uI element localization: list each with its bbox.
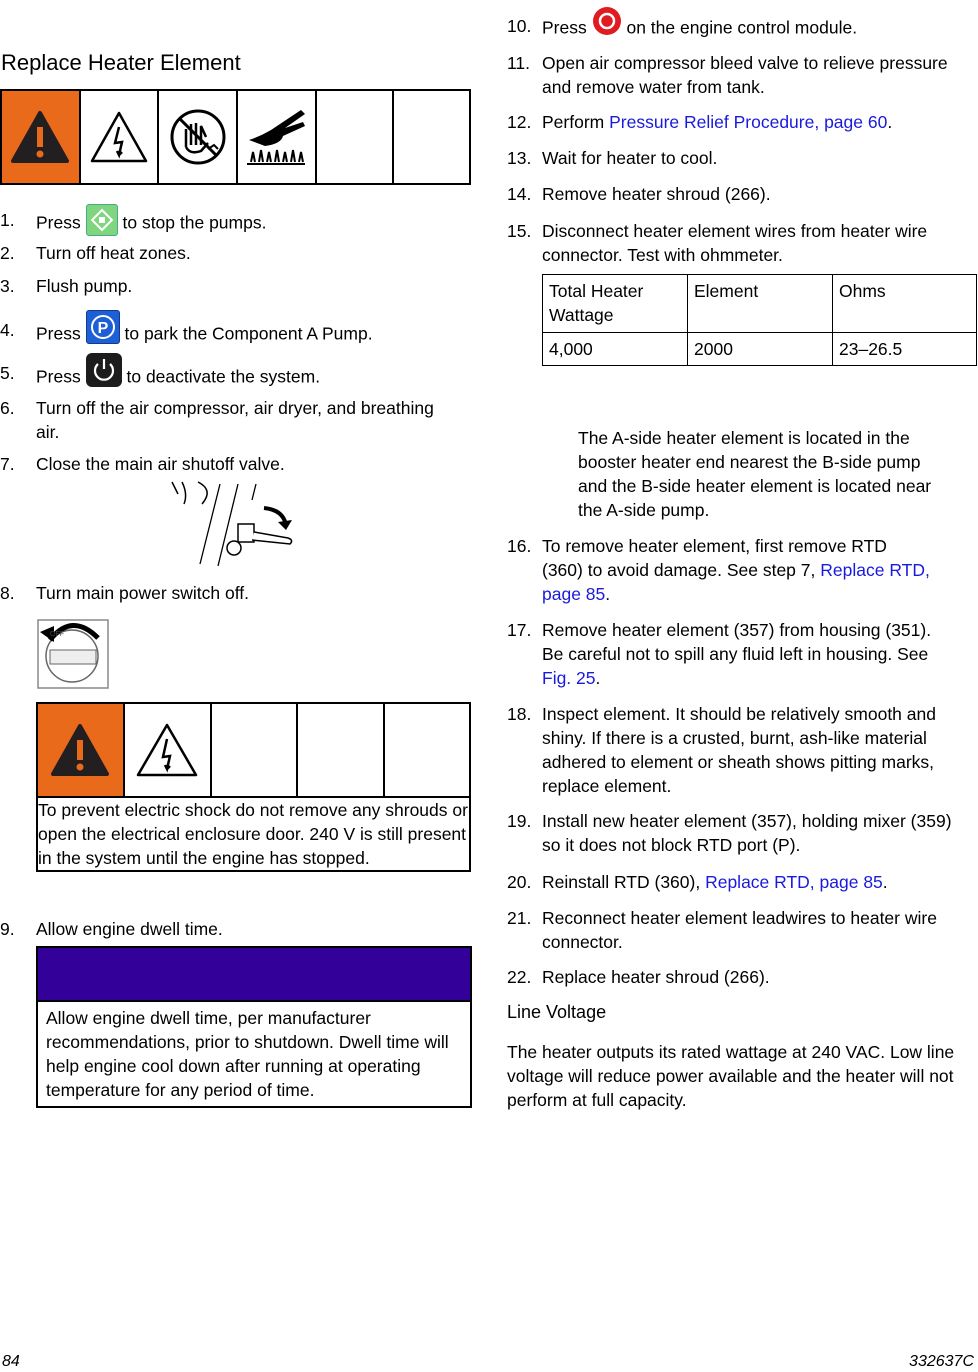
electric-shock-warning-box (36, 702, 471, 872)
empty-symbol-cell (393, 90, 470, 184)
document-number: 332637C (909, 1353, 974, 1370)
switch-off-label: OFF (50, 631, 64, 638)
warning-icon (1, 90, 80, 184)
line-voltage-heading: Line Voltage (507, 1002, 607, 1022)
section-title: Replace Heater Element (1, 50, 241, 75)
header-ohms: Ohms (833, 275, 977, 333)
engine-stop-icon (592, 6, 622, 36)
heater-spec-table (542, 274, 977, 366)
electric-warning-text: To prevent electric shock do not remove any shrouds or open the electrical enclosure door. 240 V is still present in the system until the engine has stopped. (37, 797, 470, 871)
electric-shock-icon (80, 90, 159, 184)
empty-symbol-cell (297, 703, 383, 797)
main-power-switch-illustration (34, 612, 114, 692)
no-hand-spray-icon (158, 90, 237, 184)
empty-symbol-cell (384, 703, 470, 797)
replace-rtd-link[interactable]: Replace RTD, page 85 (542, 560, 930, 604)
warning-icon (37, 703, 124, 797)
stop-pumps-icon (86, 204, 118, 236)
replace-rtd-link[interactable]: Replace RTD, page 85 (705, 872, 883, 892)
hazard-symbol-table (0, 89, 471, 185)
figure-25-link[interactable]: Fig. 25 (542, 668, 596, 688)
page-number: 84 (2, 1353, 20, 1370)
notice-box (36, 946, 472, 1108)
notice-text: Allow engine dwell time, per manufacturer recommendations, prior to shutdown. Dwell time will help engine cool down after running at operating temperature for any period of time. (46, 1008, 449, 1100)
air-shutoff-valve-illustration (168, 480, 298, 570)
electric-shock-icon (124, 703, 211, 797)
line-voltage-text: The heater outputs its rated wattage at 240 VAC. Low line voltage will reduce power available and the heater will not perform at full capacity. (507, 1042, 955, 1110)
empty-symbol-cell (316, 90, 393, 184)
park-pump-icon (86, 310, 120, 344)
power-icon (86, 353, 122, 387)
table-row: 4,000 2000 23–26.5 (543, 333, 977, 366)
pressure-relief-link[interactable]: Pressure Relief Procedure, page 60 (609, 112, 888, 132)
hot-surface-icon (237, 90, 316, 184)
header-total-wattage: Total Heater Wattage (543, 275, 688, 333)
notice-header-bar (38, 948, 470, 1002)
header-element: Element (688, 275, 833, 333)
empty-symbol-cell (211, 703, 297, 797)
svg-text:P: P (97, 320, 108, 337)
heater-location-note: The A-side heater element is located in the booster heater end nearest the B-side pump and the B-side heater element is located near the A-side pump. (578, 428, 932, 520)
